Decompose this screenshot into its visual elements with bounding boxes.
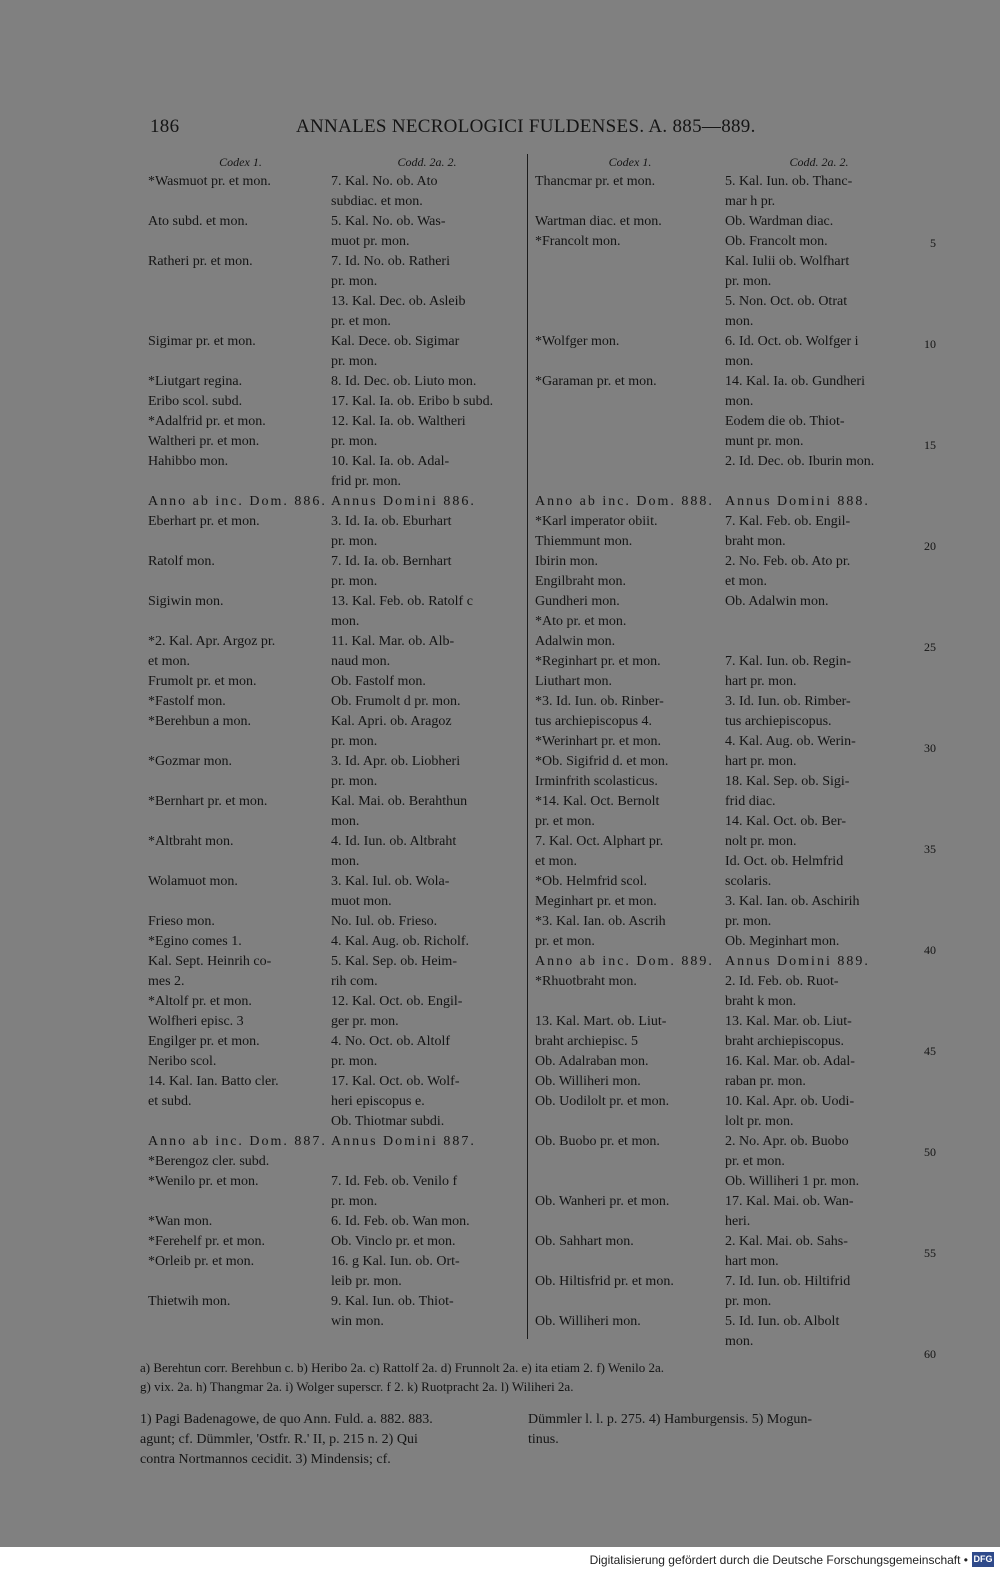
entry-line bbox=[148, 732, 333, 752]
entry-line: 13. Kal. Mar. ob. Liut- bbox=[725, 1014, 852, 1029]
line-number: 25 bbox=[924, 640, 936, 654]
entry-line bbox=[148, 232, 333, 252]
entry-line: 5. Kal. Sep. ob. Heim- bbox=[331, 954, 457, 969]
entry-line: Ob. Frumolt d pr. mon. bbox=[331, 694, 461, 709]
entry-line: Kal. Apri. ob. Aragoz bbox=[331, 714, 452, 729]
entry-line: Id. Oct. ob. Helmfrid bbox=[725, 854, 844, 869]
entry-line: 17. Kal. Mai. ob. Wan- bbox=[725, 1194, 854, 1209]
entry-line bbox=[148, 292, 333, 312]
entry-line: *Berehbun a mon. bbox=[148, 714, 252, 729]
line-number: 15 bbox=[924, 438, 936, 452]
entry-line: pr. mon. bbox=[331, 434, 378, 449]
entry-line: 7. Id. Iun. ob. Hiltifrid bbox=[725, 1274, 851, 1289]
entry-line: Annus Domini 888. bbox=[725, 494, 870, 509]
entry-line: 2. No. Feb. ob. Ato pr. bbox=[725, 554, 851, 569]
entry-line: Wolfheri episc. 3 bbox=[148, 1014, 244, 1029]
entry-line: *Egino comes 1. bbox=[148, 934, 242, 949]
entry-line: 3. Id. Apr. ob. Liobheri bbox=[331, 754, 461, 769]
entry-line: 10. Kal. Ia. ob. Adal- bbox=[331, 454, 450, 469]
entry-line: 8. Id. Dec. ob. Liuto mon. bbox=[331, 374, 477, 389]
line-number: 35 bbox=[924, 842, 936, 856]
entry-line bbox=[535, 412, 725, 432]
entry-line: hart mon. bbox=[725, 1254, 779, 1269]
entry-line bbox=[148, 852, 333, 872]
entry-line: 3. Kal. Iul. ob. Wola- bbox=[331, 874, 450, 889]
column-heading: Codex 1. bbox=[608, 155, 652, 169]
entry-line bbox=[148, 1192, 333, 1212]
line-number: 55 bbox=[924, 1246, 936, 1260]
line-number: 45 bbox=[924, 1044, 936, 1058]
entry-line bbox=[535, 1292, 725, 1312]
entry-line bbox=[725, 632, 913, 652]
entry-line: *3. Kal. Ian. ob. Ascrih bbox=[535, 914, 666, 929]
note-right-2: tinus. bbox=[528, 1432, 559, 1447]
entry-line: Thancmar pr. et mon. bbox=[535, 174, 656, 189]
entry-line: pr. mon. bbox=[331, 354, 378, 369]
entry-line: Wolamuot mon. bbox=[148, 874, 238, 889]
entry-line: mon. bbox=[725, 1334, 754, 1349]
entry-line: 7. Id. No. ob. Ratheri bbox=[331, 254, 450, 269]
entry-line: Neribo scol. bbox=[148, 1054, 217, 1069]
entry-line: leib pr. mon. bbox=[331, 1274, 402, 1289]
entry-line: Ob. Wanheri pr. et mon. bbox=[535, 1194, 670, 1209]
entry-line: 2. Kal. Mai. ob. Sahs- bbox=[725, 1234, 848, 1249]
entry-line: 4. Kal. Aug. ob. Richolf. bbox=[331, 934, 470, 949]
column-codex1-left bbox=[148, 152, 333, 1312]
entry-line: muot mon. bbox=[331, 894, 392, 909]
entry-line bbox=[148, 892, 333, 912]
entry-line: Meginhart pr. et mon. bbox=[535, 894, 657, 909]
entry-line: 14. Kal. Ia. ob. Gundheri bbox=[725, 374, 865, 389]
entry-line bbox=[148, 572, 333, 592]
entry-line: *Werinhart pr. et mon. bbox=[535, 734, 662, 749]
entry-line: Ob. Williheri mon. bbox=[535, 1314, 641, 1329]
entry-line: mon. bbox=[331, 854, 360, 869]
entry-line: 18. Kal. Sep. ob. Sigi- bbox=[725, 774, 850, 789]
entry-line: et mon. bbox=[148, 654, 190, 669]
entry-line: 3. Id. Ia. ob. Eburhart bbox=[331, 514, 452, 529]
entry-line: 6. Id. Oct. ob. Wolfger i bbox=[725, 334, 859, 349]
column-codd2-left bbox=[331, 152, 523, 1332]
entry-line: et mon. bbox=[725, 574, 767, 589]
entry-line: 11. Kal. Mar. ob. Alb- bbox=[331, 634, 455, 649]
entry-line: *Ob. Sigifrid d. et mon. bbox=[535, 754, 669, 769]
column-codd2-right bbox=[725, 152, 913, 1352]
entry-line: *Reginhart pr. et mon. bbox=[535, 654, 661, 669]
entry-line: pr. mon. bbox=[725, 274, 772, 289]
entry-line: scolaris. bbox=[725, 874, 772, 889]
entry-line: 7. Id. Ia. ob. Bernhart bbox=[331, 554, 452, 569]
entry-line: pr. mon. bbox=[331, 274, 378, 289]
entry-line: hart pr. mon. bbox=[725, 674, 797, 689]
line-number: 60 bbox=[924, 1347, 936, 1361]
entry-line: Engilger pr. et mon. bbox=[148, 1034, 260, 1049]
credit-text: Digitalisierung gefördert durch die Deutsche Forschungsgemeinschaft • bbox=[589, 1553, 968, 1567]
entry-line: *Adalfrid pr. et mon. bbox=[148, 414, 266, 429]
entry-line: raban pr. mon. bbox=[725, 1074, 806, 1089]
entry-line bbox=[148, 192, 333, 212]
entry-line: 10. Kal. Apr. ob. Uodi- bbox=[725, 1094, 855, 1109]
column-heading: Codd. 2a. 2. bbox=[789, 155, 849, 169]
column-heading: Codd. 2a. 2. bbox=[397, 155, 457, 169]
page-header bbox=[150, 116, 790, 142]
dfg-logo-icon: DFG bbox=[972, 1552, 994, 1567]
entry-line: pr. mon. bbox=[331, 734, 378, 749]
entry-line: mon. bbox=[331, 614, 360, 629]
entry-line: braht archiepiscopus. bbox=[725, 1034, 844, 1049]
entry-line: *14. Kal. Oct. Bernolt bbox=[535, 794, 660, 809]
entry-line: Ato subd. et mon. bbox=[148, 214, 248, 229]
entry-line bbox=[535, 252, 725, 272]
entry-line: ger pr. mon. bbox=[331, 1014, 399, 1029]
entry-line: *Altolf pr. et mon. bbox=[148, 994, 252, 1009]
entry-line: pr. et mon. bbox=[331, 314, 391, 329]
entry-line: pr. mon. bbox=[331, 1194, 378, 1209]
entry-line: Ob. Uodilolt pr. et mon. bbox=[535, 1094, 670, 1109]
entry-line: Ob. Meginhart mon. bbox=[725, 934, 840, 949]
entry-line bbox=[535, 292, 725, 312]
entry-line: Kal. Dece. ob. Sigimar bbox=[331, 334, 460, 349]
entry-line: Ratolf mon. bbox=[148, 554, 215, 569]
entry-line: *Fastolf mon. bbox=[148, 694, 226, 709]
entry-line: 17. Kal. Ia. ob. Eribo b subd. bbox=[331, 394, 494, 409]
column-heading: Codex 1. bbox=[219, 155, 262, 169]
digitization-credit-bar bbox=[0, 1547, 1000, 1574]
entry-line: 12. Kal. Oct. ob. Engil- bbox=[331, 994, 463, 1009]
entry-line bbox=[535, 192, 725, 212]
entry-line bbox=[148, 352, 333, 372]
entry-line: mar h pr. bbox=[725, 194, 776, 209]
entry-line: 7. Kal. Oct. Alphart pr. bbox=[535, 834, 664, 849]
entry-line: Sigimar pr. et mon. bbox=[148, 334, 256, 349]
entry-line: subdiac. et mon. bbox=[331, 194, 423, 209]
entry-line bbox=[535, 352, 725, 372]
note-right-1: Dümmler l. l. p. 275. 4) Hamburgensis. 5) Mogun- bbox=[528, 1412, 812, 1427]
entry-line: 16. g Kal. Iun. ob. Ort- bbox=[331, 1254, 460, 1269]
apparatus-line-2: g) vix. 2a. h) Thangmar 2a. i) Wolger superscr. f 2. k) Ruotpracht 2a. l) Wiliheri 2a. bbox=[140, 1379, 574, 1394]
entry-line: *Wan mon. bbox=[148, 1214, 213, 1229]
entry-line: *Wolfger mon. bbox=[535, 334, 620, 349]
entry-line: 2. No. Apr. ob. Buobo bbox=[725, 1134, 849, 1149]
entry-line: heri. bbox=[725, 1214, 751, 1229]
entry-line: *Orleib pr. et mon. bbox=[148, 1254, 255, 1269]
entry-line: 16. Kal. Mar. ob. Adal- bbox=[725, 1054, 855, 1069]
entry-line: Irminfrith scolasticus. bbox=[535, 774, 658, 789]
apparatus-line-1: a) Berehtun corr. Berehbun c. b) Heribo 2a. c) Rattolf 2a. d) Frunnolt 2a. e) ita etiam 2. f) Wenilo 2a. bbox=[140, 1360, 664, 1375]
entry-line: *Francolt mon. bbox=[535, 234, 621, 249]
entry-line: Adalwin mon. bbox=[535, 634, 616, 649]
entry-line: 5. Non. Oct. ob. Otrat bbox=[725, 294, 848, 309]
entry-line bbox=[725, 612, 913, 632]
entry-line: muot pr. mon. bbox=[331, 234, 410, 249]
line-number: 30 bbox=[924, 741, 936, 755]
entry-line: 4. Kal. Aug. ob. Werin- bbox=[725, 734, 856, 749]
entry-line: heri episcopus e. bbox=[331, 1094, 425, 1109]
entry-line: Annus Domini 887. bbox=[331, 1134, 476, 1149]
entry-line: Ob. Williheri mon. bbox=[535, 1074, 641, 1089]
entry-line: tus archiepiscopus. bbox=[725, 714, 832, 729]
entry-line: Thiemmunt mon. bbox=[535, 534, 633, 549]
entry-line bbox=[148, 612, 333, 632]
entry-line: pr. et mon. bbox=[725, 1154, 785, 1169]
entry-line: mon. bbox=[725, 354, 754, 369]
entry-line: Kal. Iulii ob. Wolfhart bbox=[725, 254, 850, 269]
entry-line: Ob. Williheri 1 pr. mon. bbox=[725, 1174, 860, 1189]
entry-line: Ob. Sahhart mon. bbox=[535, 1234, 634, 1249]
entry-line: Anno ab inc. Dom. 888. bbox=[535, 494, 714, 509]
entry-line: *Wasmuot pr. et mon. bbox=[148, 174, 271, 189]
entry-line: Anno ab inc. Dom. 887. bbox=[148, 1134, 327, 1149]
entry-line: Kal. Mai. ob. Berahthun bbox=[331, 794, 468, 809]
entry-line: *Karl imperator obiit. bbox=[535, 514, 658, 529]
entry-line bbox=[535, 272, 725, 292]
entry-line: 5. Id. Iun. ob. Albolt bbox=[725, 1314, 840, 1329]
entry-line: braht k mon. bbox=[725, 994, 797, 1009]
entry-line: Wartman diac. et mon. bbox=[535, 214, 662, 229]
note-left-3: contra Nortmannos cecidit. 3) Mindensis; cf. bbox=[140, 1452, 391, 1467]
entry-line: Frumolt pr. et mon. bbox=[148, 674, 257, 689]
entry-line: 4. Id. Iun. ob. Altbraht bbox=[331, 834, 457, 849]
line-number: 40 bbox=[924, 943, 936, 957]
entry-line: 13. Kal. Feb. ob. Ratolf c bbox=[331, 594, 473, 609]
entry-line bbox=[535, 312, 725, 332]
entry-line: pr. mon. bbox=[331, 574, 378, 589]
entry-line: Waltheri pr. et mon. bbox=[148, 434, 260, 449]
entry-line bbox=[535, 1112, 725, 1132]
entry-line: 3. Id. Iun. ob. Rimber- bbox=[725, 694, 851, 709]
entry-line bbox=[148, 812, 333, 832]
entry-line bbox=[331, 1152, 523, 1172]
entry-line: pr. mon. bbox=[331, 1054, 378, 1069]
entry-line: *2. Kal. Apr. Argoz pr. bbox=[148, 634, 276, 649]
entry-line: munt pr. mon. bbox=[725, 434, 804, 449]
entry-line: *Berengoz cler. subd. bbox=[148, 1154, 270, 1169]
entry-line: Ob. Buobo pr. et mon. bbox=[535, 1134, 660, 1149]
entry-line: 4. No. Oct. ob. Altolf bbox=[331, 1034, 450, 1049]
entry-line: Gundheri mon. bbox=[535, 594, 620, 609]
entry-line bbox=[148, 772, 333, 792]
entry-line: *Garaman pr. et mon. bbox=[535, 374, 657, 389]
entry-line: *Wenilo pr. et mon. bbox=[148, 1174, 259, 1189]
entry-line bbox=[535, 1212, 725, 1232]
entry-line: pr. mon. bbox=[725, 914, 772, 929]
page-number: 186 bbox=[150, 116, 180, 137]
entry-line: 14. Kal. Oct. ob. Ber- bbox=[725, 814, 847, 829]
entry-line: 2. Id. Feb. ob. Ruot- bbox=[725, 974, 839, 989]
entry-line: *Ferehelf pr. et mon. bbox=[148, 1234, 266, 1249]
entry-line: nolt pr. mon. bbox=[725, 834, 797, 849]
entry-line: pr. et mon. bbox=[535, 934, 595, 949]
entry-line bbox=[535, 1252, 725, 1272]
entry-line: braht mon. bbox=[725, 534, 786, 549]
entry-line: Kal. Sept. Heinrih co- bbox=[148, 954, 272, 969]
entry-line: pr. mon. bbox=[331, 534, 378, 549]
entry-line: 7. Kal. Iun. ob. Regin- bbox=[725, 654, 851, 669]
running-title: ANNALES NECROLOGICI FULDENSES. A. 885—889. bbox=[296, 116, 756, 137]
entry-line bbox=[535, 992, 725, 1012]
entry-line: Frieso mon. bbox=[148, 914, 215, 929]
entry-line bbox=[148, 312, 333, 332]
entry-line bbox=[535, 392, 725, 412]
entry-line: Ob. Adalwin mon. bbox=[725, 594, 829, 609]
entry-line: *Liutgart regina. bbox=[148, 374, 243, 389]
entry-line bbox=[148, 472, 333, 492]
entry-line: pr. mon. bbox=[725, 1294, 772, 1309]
column-codex1-right bbox=[535, 152, 725, 1332]
entry-line: mon. bbox=[725, 394, 754, 409]
entry-line: et subd. bbox=[148, 1094, 192, 1109]
entry-line: Ob. Adalraban mon. bbox=[535, 1054, 649, 1069]
entry-line: win mon. bbox=[331, 1314, 384, 1329]
entry-line bbox=[148, 272, 333, 292]
entry-line: Ratheri pr. et mon. bbox=[148, 254, 253, 269]
entry-line: *Ob. Helmfrid scol. bbox=[535, 874, 647, 889]
entry-line: Ob. Vinclo pr. et mon. bbox=[331, 1234, 456, 1249]
entry-line: et mon. bbox=[535, 854, 577, 869]
entry-line: hart pr. mon. bbox=[725, 754, 797, 769]
entry-line: 7. Kal. Feb. ob. Engil- bbox=[725, 514, 851, 529]
entry-line: *Rhuotbraht mon. bbox=[535, 974, 637, 989]
entry-line: 17. Kal. Oct. ob. Wolf- bbox=[331, 1074, 460, 1089]
line-number: 5 bbox=[930, 236, 936, 250]
entry-line: lolt pr. mon. bbox=[725, 1114, 794, 1129]
entry-line: rih com. bbox=[331, 974, 378, 989]
entry-line: Anno ab inc. Dom. 886. bbox=[148, 494, 327, 509]
entry-line bbox=[535, 432, 725, 452]
column-divider bbox=[527, 154, 528, 1339]
entry-line: pr. mon. bbox=[331, 774, 378, 789]
entry-line: *Altbraht mon. bbox=[148, 834, 234, 849]
entry-line bbox=[535, 1152, 725, 1172]
entry-line: Ob. Hiltisfrid pr. et mon. bbox=[535, 1274, 674, 1289]
entry-line: *Ato pr. et mon. bbox=[535, 614, 627, 629]
entry-line: Eribo scol. subd. bbox=[148, 394, 243, 409]
entry-line: 7. Kal. No. ob. Ato bbox=[331, 174, 438, 189]
entry-line: naud mon. bbox=[331, 654, 391, 669]
entry-line: 5. Kal. No. ob. Was- bbox=[331, 214, 446, 229]
entry-line: mon. bbox=[725, 314, 754, 329]
entry-line: tus archiepiscopus 4. bbox=[535, 714, 653, 729]
entry-line: pr. et mon. bbox=[535, 814, 595, 829]
entry-line: Ob. Francolt mon. bbox=[725, 234, 828, 249]
entry-line bbox=[148, 532, 333, 552]
entry-line: Hahibbo mon. bbox=[148, 454, 229, 469]
entry-line: 6. Id. Feb. ob. Wan mon. bbox=[331, 1214, 470, 1229]
entry-line bbox=[535, 452, 725, 472]
entry-line bbox=[535, 472, 725, 492]
entry-line bbox=[148, 1272, 333, 1292]
entry-line: 13. Kal. Mart. ob. Liut- bbox=[535, 1014, 667, 1029]
line-number: 20 bbox=[924, 539, 936, 553]
entry-line: *Gozmar mon. bbox=[148, 754, 232, 769]
entry-line: 3. Kal. Ian. ob. Aschirih bbox=[725, 894, 860, 909]
entry-line: mon. bbox=[331, 814, 360, 829]
line-number: 10 bbox=[924, 337, 936, 351]
entry-line bbox=[148, 1112, 333, 1132]
entry-line: Ob. Fastolf mon. bbox=[331, 674, 426, 689]
line-number: 50 bbox=[924, 1145, 936, 1159]
entry-line: Ibirin mon. bbox=[535, 554, 598, 569]
entry-line: braht archiepisc. 5 bbox=[535, 1034, 639, 1049]
entry-line: Ob. Thiotmar subdi. bbox=[331, 1114, 445, 1129]
note-left-2: agunt; cf. Dümmler, 'Ostfr. R.' II, p. 215 n. 2) Qui bbox=[140, 1432, 418, 1447]
entry-line bbox=[535, 1172, 725, 1192]
entry-line: *3. Id. Iun. ob. Rinber- bbox=[535, 694, 664, 709]
entry-line bbox=[725, 472, 913, 492]
entry-line: Ob. Wardman diac. bbox=[725, 214, 834, 229]
entry-line: 7. Id. Feb. ob. Venilo f bbox=[331, 1174, 458, 1189]
entry-line: *Bernhart pr. et mon. bbox=[148, 794, 268, 809]
entry-line: 14. Kal. Ian. Batto cler. bbox=[148, 1074, 279, 1089]
entry-line: 9. Kal. Iun. ob. Thiot- bbox=[331, 1294, 454, 1309]
entry-line: 13. Kal. Dec. ob. Asleib bbox=[331, 294, 466, 309]
entry-line: Eberhart pr. et mon. bbox=[148, 514, 260, 529]
entry-line: frid diac. bbox=[725, 794, 776, 809]
entry-line: Thietwih mon. bbox=[148, 1294, 231, 1309]
entry-line: mes 2. bbox=[148, 974, 185, 989]
entry-line: No. Iul. ob. Frieso. bbox=[331, 914, 438, 929]
note-left-1: 1) Pagi Badenagowe, de quo Ann. Fuld. a. 882. 883. bbox=[140, 1412, 433, 1427]
entry-line: Anno ab inc. Dom. 889. bbox=[535, 954, 714, 969]
entry-line: Sigiwin mon. bbox=[148, 594, 224, 609]
entry-line: Engilbraht mon. bbox=[535, 574, 626, 589]
entry-line: frid pr. mon. bbox=[331, 474, 401, 489]
entry-line: Eodem die ob. Thiot- bbox=[725, 414, 845, 429]
entry-line: 5. Kal. Iun. ob. Thanc- bbox=[725, 174, 853, 189]
entry-line: 2. Id. Dec. ob. Iburin mon. bbox=[725, 454, 875, 469]
entry-line: Annus Domini 889. bbox=[725, 954, 870, 969]
entry-line: 12. Kal. Ia. ob. Waltheri bbox=[331, 414, 466, 429]
entry-line: Liuthart mon. bbox=[535, 674, 612, 689]
entry-line: Annus Domini 886. bbox=[331, 494, 476, 509]
